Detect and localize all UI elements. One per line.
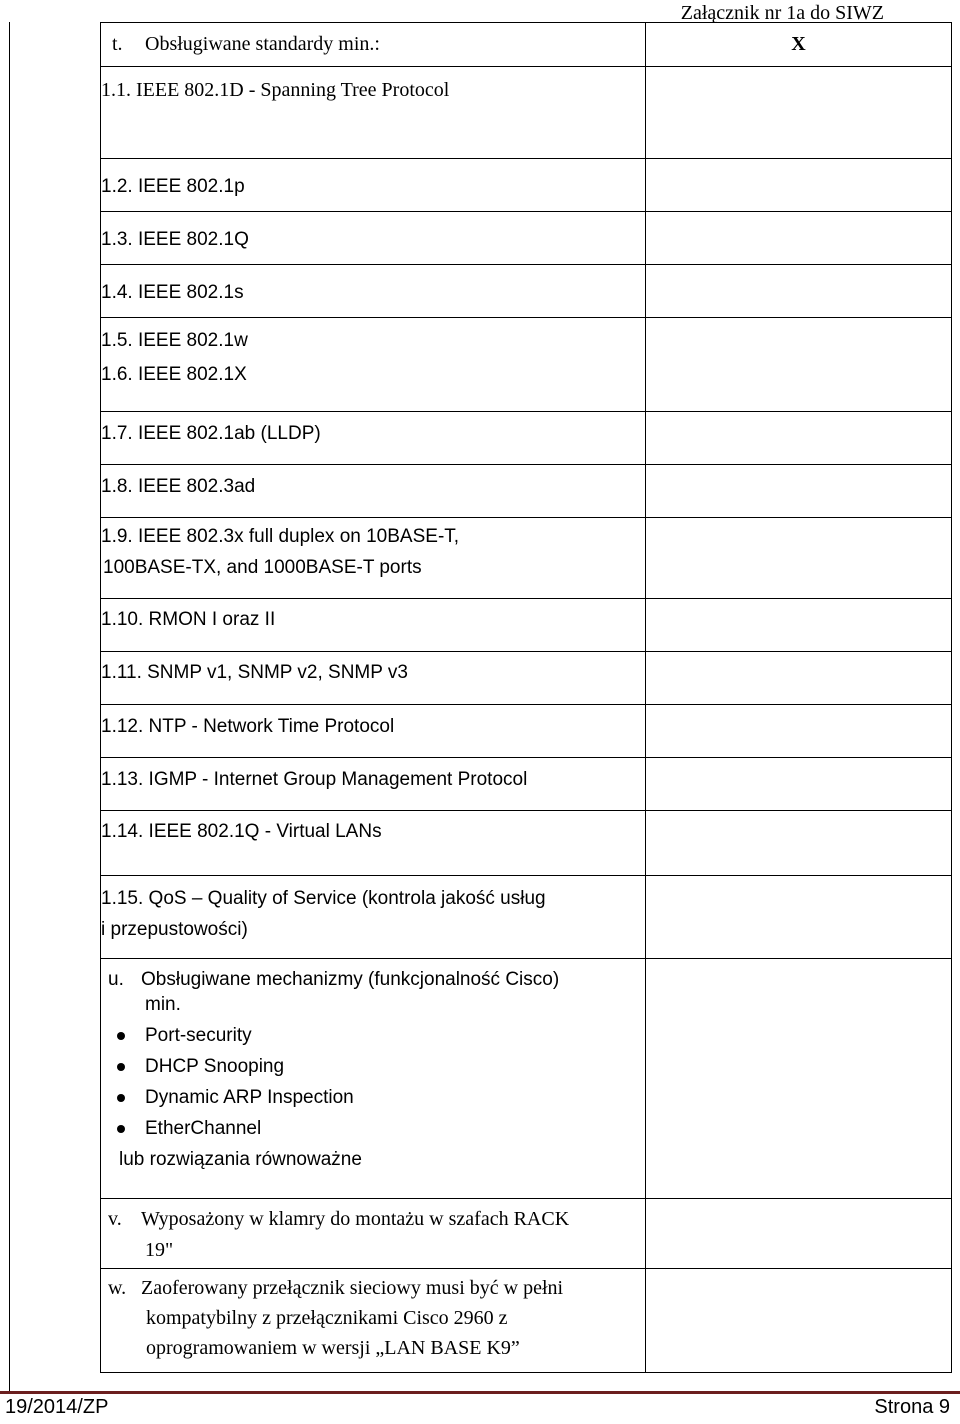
spec-table: [100, 22, 952, 1373]
bullet-icon: [117, 1125, 125, 1133]
standard-item: 1.13. IGMP - Internet Group Management Protocol: [101, 758, 646, 811]
section-u-cell: [101, 959, 646, 1199]
table-row: [101, 1269, 952, 1373]
standard-item: 1.8. IEEE 802.3ad: [101, 465, 646, 518]
table-row: [101, 599, 952, 652]
table-row: [101, 412, 952, 465]
answer-cell: [646, 599, 952, 652]
table-row: [101, 265, 952, 318]
answer-cell: [646, 67, 952, 159]
table-row: [101, 959, 952, 1199]
standard-item: 1.5. IEEE 802.1w 1.6. IEEE 802.1X: [101, 318, 646, 412]
left-margin-rule: [9, 22, 10, 1391]
compliance-mark: X: [646, 23, 952, 67]
table-row: [101, 758, 952, 811]
standard-item: 1.12. NTP - Network Time Protocol: [101, 705, 646, 758]
answer-cell: [646, 212, 952, 265]
standard-item: 1.3. IEEE 802.1Q: [101, 212, 646, 265]
section-letter: u.: [108, 969, 124, 990]
list-item: DHCP Snooping: [101, 1051, 645, 1082]
standard-item: 1.9. IEEE 802.3x full duplex on 10BASE-T, 100BASE-TX, and 1000BASE-T ports: [101, 518, 646, 599]
table-row: [101, 212, 952, 265]
answer-cell: [646, 758, 952, 811]
table-row: [101, 876, 952, 959]
section-title: Obsługiwane standardy min.:: [145, 33, 380, 55]
answer-cell: [646, 518, 952, 599]
answer-cell: [646, 876, 952, 959]
bullet-icon: [117, 1063, 125, 1071]
table-row: [101, 23, 952, 67]
section-title: Obsługiwane mechanizmy (funkcjonalność Cisco): [141, 969, 560, 990]
answer-cell: [646, 318, 952, 412]
answer-cell: [646, 412, 952, 465]
section-title-cont: min.: [145, 994, 181, 1015]
table-row: [101, 465, 952, 518]
section-letter: w.: [108, 1277, 127, 1299]
section-letter: t.: [112, 33, 123, 55]
answer-cell: [646, 265, 952, 318]
table-row: [101, 652, 952, 705]
list-item: Port-security: [101, 1020, 645, 1051]
standard-item: 1.1. IEEE 802.1D - Spanning Tree Protocol: [101, 67, 646, 159]
section-t-heading: [101, 23, 646, 67]
table-row: [101, 67, 952, 159]
table-row: [101, 1199, 952, 1269]
section-letter: v.: [108, 1208, 122, 1230]
answer-cell: [646, 159, 952, 212]
page-number: Strona 9: [874, 1396, 950, 1418]
standard-item: 1.7. IEEE 802.1ab (LLDP): [101, 412, 646, 465]
answer-cell: [646, 1269, 952, 1373]
answer-cell: [646, 652, 952, 705]
table-row: [101, 705, 952, 758]
section-v-cell: v. Wyposażony w klamry do montażu w szafach RACK 19": [101, 1199, 646, 1269]
answer-cell: [646, 959, 952, 1199]
bullet-icon: [117, 1094, 125, 1102]
equivalent-note: lub rozwiązania równoważne: [119, 1149, 362, 1170]
standard-item: 1.14. IEEE 802.1Q - Virtual LANs: [101, 811, 646, 876]
standard-item: 1.10. RMON I oraz II: [101, 599, 646, 652]
table-row: [101, 318, 952, 412]
document-number: 19/2014/ZP: [5, 1396, 109, 1418]
bullet-icon: [117, 1032, 125, 1040]
section-w-cell: w. Zaoferowany przełącznik sieciowy musi być w pełni kompatybilny z przełącznikami Cisco 2960 z oprogramowaniem w wersji „LAN BASE K9”: [101, 1269, 646, 1373]
standard-item: 1.11. SNMP v1, SNMP v2, SNMP v3: [101, 652, 646, 705]
answer-cell: [646, 811, 952, 876]
answer-cell: [646, 465, 952, 518]
standard-item: 1.4. IEEE 802.1s: [101, 265, 646, 318]
list-item: EtherChannel: [101, 1113, 645, 1144]
list-item: Dynamic ARP Inspection: [101, 1082, 645, 1113]
table-row: [101, 159, 952, 212]
answer-cell: [646, 705, 952, 758]
table-row: [101, 811, 952, 876]
standard-item: 1.2. IEEE 802.1p: [101, 159, 646, 212]
page-footer: [0, 1391, 960, 1424]
attachment-note: Załącznik nr 1a do SIWZ: [680, 2, 884, 24]
answer-cell: [646, 1199, 952, 1269]
table-row: [101, 518, 952, 599]
standard-item: 1.15. QoS – Quality of Service (kontrola jakość usług i przepustowości): [101, 876, 646, 959]
